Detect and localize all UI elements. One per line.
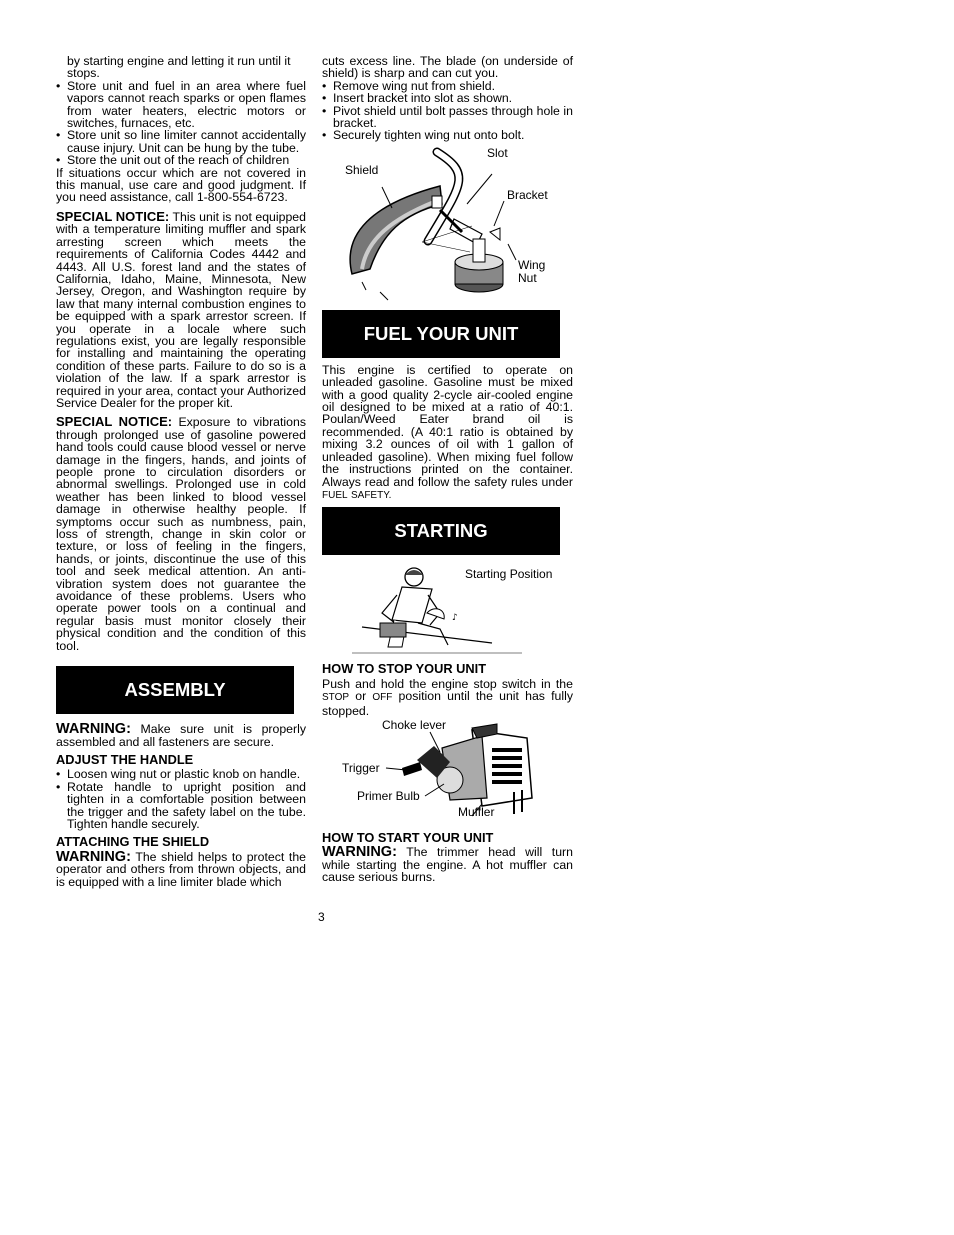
starting-position-figure	[322, 565, 573, 655]
shield-attachment-figure	[322, 144, 573, 308]
start-warning	[322, 846, 573, 883]
warning-label: WARNING:	[56, 848, 131, 865]
continued-text: cuts excess line. The blade (on underside of shield) is sharp and can cut you.	[322, 54, 573, 81]
trigger-label: Trigger	[342, 760, 380, 775]
stop-text-part: Push and hold the engine stop switch in the	[322, 676, 573, 691]
continued-text	[56, 55, 306, 80]
how-to-start-heading: HOW TO START YOUR UNIT	[322, 829, 494, 845]
list-item: • Securely tighten wing nut onto bolt.	[322, 129, 573, 141]
special-notice-vibration	[56, 416, 306, 652]
stop-text	[322, 678, 573, 717]
fuel-your-unit-banner: FUEL YOUR UNIT	[322, 310, 560, 358]
warning-label: WARNING:	[56, 721, 131, 738]
special-notice-text: This unit is not equipped with a temperature limiting muffler and spark arresting screen which meets the requirements of California Codes 4442 and 4443. All U.S. forest land and the states of California, Idaho, Maine, Minnesota, New Jersey, Oregon, and Washington require by law that many internal combustion engines to be equipped with a spark arrestor screen. If you operate in a locale where such regulations exist, you are legally responsible for installing and maintaining the operating condition of these parts. Failure to do so is a violation of the law. If a spark arrestor is required in your area, contact your Authorized Service Dealer for the proper kit.	[56, 209, 306, 410]
off-keyword: OFF	[372, 692, 393, 704]
fuel-safety-ref: FUEL	[322, 489, 348, 501]
warning-text: The shield helps to protect the operator and others from thrown objects, and is equipped with a line limiter blade which	[56, 849, 306, 889]
warning-label: WARNING:	[322, 844, 397, 861]
warning-text: The trimmer head will turn while starting the engine. A hot muffler can cause serious burns.	[322, 845, 573, 885]
warning-text: Make sure unit is properly assembled and all fasteners are secure.	[56, 722, 306, 749]
stop-text-part: position until the unit has fully stopped.	[322, 689, 574, 718]
bracket-label: Bracket	[507, 187, 548, 202]
stop-keyword: STOP	[322, 692, 350, 704]
list-item: • Insert bracket into slot as shown.	[322, 92, 573, 104]
fuel-text	[322, 364, 573, 502]
fuel-safety-ref: SAFETY.	[350, 489, 392, 501]
shield-label: Shield	[345, 162, 379, 177]
slot-label: Slot	[487, 145, 508, 160]
engine-controls-figure	[322, 718, 573, 830]
special-notice-text: Exposure to vibrations through prolonged use of gasoline powered hand tools could cause blood vessel or nerve damage in the fingers, hands, and joints of people prone to circulation disorders or abnormal swellings. Prolonged use in cold weather has been linked to blood vessel damage in otherwise healthy people. If symptoms occur such as numbness, pain, loss of strength, change in skin color or texture, or loss of feeling in the fingers, hands, or joints, discontinue the use of this tool and seek medical attention. An anti-vibration system does not guarantee the avoidance of these problems. Users who operate power tools on a continual and regular basis must monitor closely their physical condition and the condition of this tool.	[56, 415, 306, 653]
right-column	[322, 55, 573, 884]
adjust-handle-heading: ADJUST THE HANDLE	[56, 751, 194, 767]
assembly-warning	[56, 723, 306, 748]
continued-line-2: stops.	[67, 66, 100, 81]
list-item: • Loosen wing nut or plastic knob on handle.	[56, 768, 306, 780]
assembly-banner: ASSEMBLY	[56, 666, 294, 714]
page-number: 3	[318, 910, 325, 924]
list-item: • Store unit and fuel in an area where fuel vapors cannot reach sparks or open flames from water heaters, electric motors or switches, furnaces, etc.	[56, 80, 306, 130]
left-column	[56, 55, 306, 888]
how-to-stop-heading: HOW TO STOP YOUR UNIT	[322, 661, 487, 677]
stop-text-part: or	[355, 689, 367, 704]
list-item: • Rotate handle to upright position and tighten in a comfortable position between the trigger and the safety label on the tube. Tighten handle securely.	[56, 781, 306, 831]
wing-label: Wing	[518, 257, 546, 272]
judgment-paragraph: If situations occur which are not covered in this manual, use care and good judgment. If you need assistance, call 1-800-554-6723.	[56, 165, 306, 205]
special-notice-emissions	[56, 208, 306, 410]
starting-banner: STARTING	[322, 507, 560, 555]
list-item: • Store unit so line limiter cannot accidentally cause injury. Unit can be hung by the tube.	[56, 129, 306, 154]
continued-line-1: by starting engine and letting it run until it	[67, 54, 291, 68]
starting-position-label: Starting Position	[465, 567, 553, 582]
primer-bulb-label: Primer Bulb	[357, 788, 420, 803]
choke-lever-label: Choke lever	[382, 717, 447, 732]
list-item: • Remove wing nut from shield.	[322, 80, 573, 92]
attaching-shield-heading: ATTACHING THE SHIELD	[56, 834, 210, 850]
fuel-body: This engine is certified to operate on unleaded gasoline. Gasoline must be mixed with a good quality 2-cycle air-cooled engine oil designed to be mixed at a ratio of 40:1. Poulan/Weed Eater brand oil is recommended. (A 40:1 ratio is obtained by mixing 3.2 ounces of oil with 1 gallon of unleaded gasoline). When mixing fuel follow the instructions printed on the container. Always read and follow the safety rules under	[322, 362, 573, 489]
nut-label: Nut	[518, 270, 537, 285]
special-notice-label: SPECIAL NOTICE:	[56, 414, 173, 430]
svg-text:♪: ♪	[452, 613, 458, 624]
list-item: • Store the unit out of the reach of children	[56, 154, 306, 166]
list-item: • Pivot shield until bolt passes through hole in bracket.	[322, 105, 573, 130]
muffler-label: Muffler	[458, 804, 495, 819]
shield-warning	[56, 848, 306, 889]
special-notice-label: SPECIAL NOTICE:	[56, 208, 170, 224]
